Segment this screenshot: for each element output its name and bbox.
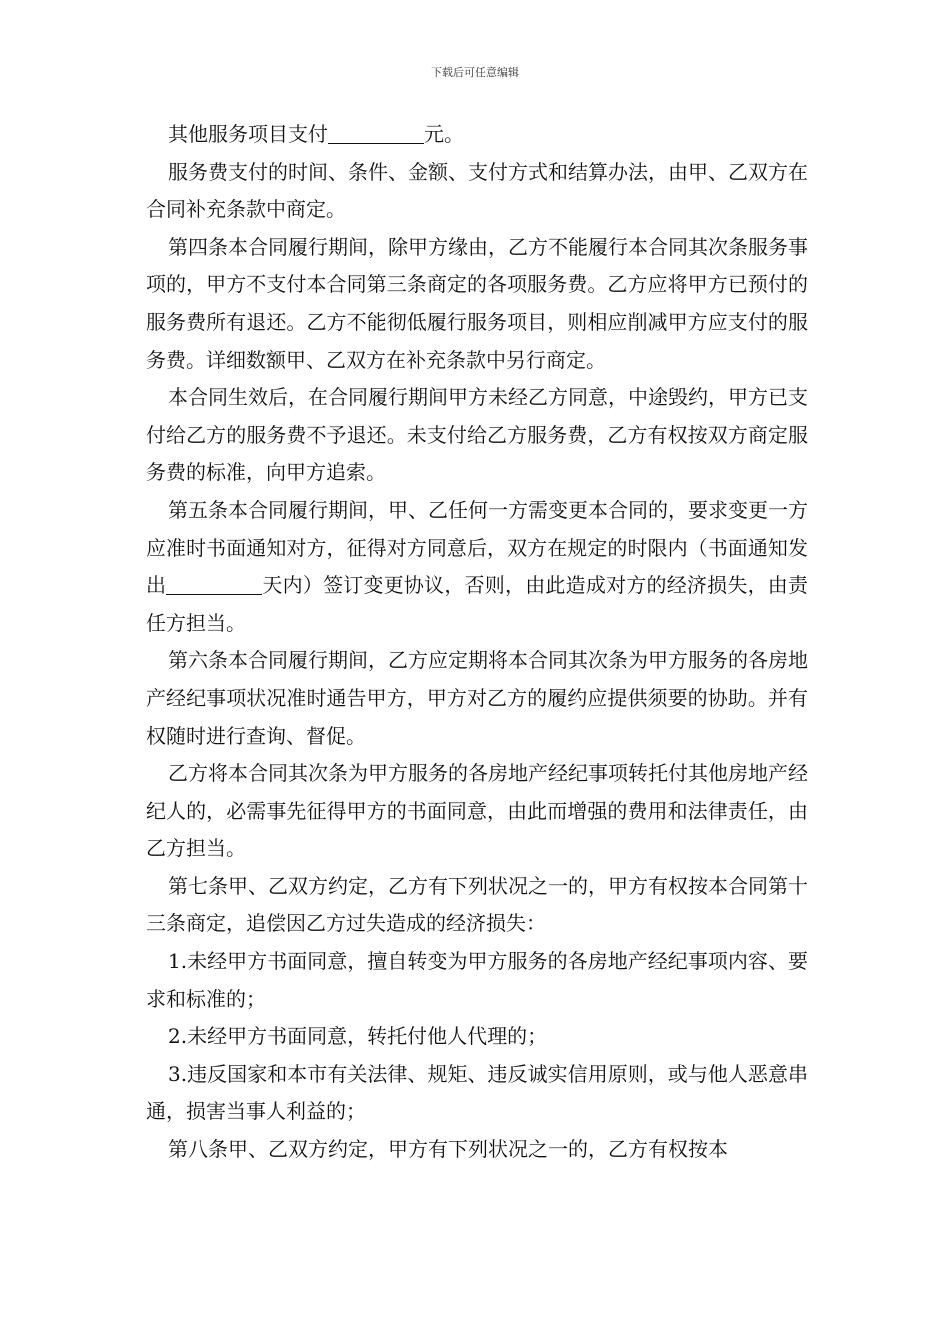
paragraph-breach-refund: 本合同生效后，在合同履行期间甲方未经乙方同意，中途毁约，甲方已支付给乙方的服务费不予退还。未支付给乙方服务费，乙方有权按双方商定服务费的标准，向甲方追索。 [146,385,808,485]
paragraph-payment-terms: 服务费支付的时间、条件、金额、支付方式和结算办法，由甲、乙双方在合同补充条款中商定。 [146,159,808,222]
paragraph-text: 天内）签订变更协议，否则，由此造成对方的经济损失，由责任方担当。 [146,573,809,635]
list-item-1: 1.未经甲方书面同意，擅自转变为甲方服务的各房地产经纪事项内容、要求和标准的； [146,949,808,1011]
document-body [146,116,808,1169]
fill-in-blank-days [166,574,262,595]
paragraph-article-5 [146,492,808,642]
list-item-2: 2.未经甲方书面同意，转托付他人代理的； [168,1024,548,1049]
paragraph-subcontract: 乙方将本合同其次条为甲方服务的各房地产经纪事项转托付其他房地产经纪人的，必需事先征得甲方的书面同意，由此而增强的费用和法律责任，由乙方担当。 [146,761,808,861]
paragraph-article-8: 第八条甲、乙双方约定，甲方有下列状况之一的，乙方有权按本 [168,1137,728,1162]
paragraph-text: 其他服务项目支付 [168,122,328,146]
paragraph-text: 元。 [424,122,464,146]
paragraph-article-7: 第七条甲、乙双方约定，乙方有下列状况之一的，甲方有权按本合同第十三条商定，追偿因乙方过失造成的经济损失： [146,873,808,936]
paragraph-text: 第五条本合同履行期间，甲、乙任何一方需变更本合同的，要求变更一方应准时书面通知对方，征得对方同意后，双方在规定的时限内（书面通知发出 [146,497,808,598]
fill-in-blank-amount [328,123,424,144]
list-item-3: 3.违反国家和本市有关法律、规矩、违反诚实信用原则，或与他人恶意串通，损害当事人利益的； [146,1061,808,1124]
page-header: 下载后可任意编辑 [431,66,519,79]
paragraph-article-6: 第六条本合同履行期间，乙方应定期将本合同其次条为甲方服务的各房地产经纪事项状况准时通告甲方，甲方对乙方的履约应提供须要的协助。并有权随时进行查询、督促。 [146,648,808,748]
paragraph-other-services [146,116,808,154]
paragraph-article-4: 第四条本合同履行期间，除甲方缘由，乙方不能履行本合同其次条服务事项的，甲方不支付本合同第三条商定的各项服务费。乙方应将甲方已预付的服务费所有退还。乙方不能彻低履行服务项目，则相应削减甲方应支付的服务费。详细数额甲、乙双方在补充条款中另行商定。 [146,234,808,372]
